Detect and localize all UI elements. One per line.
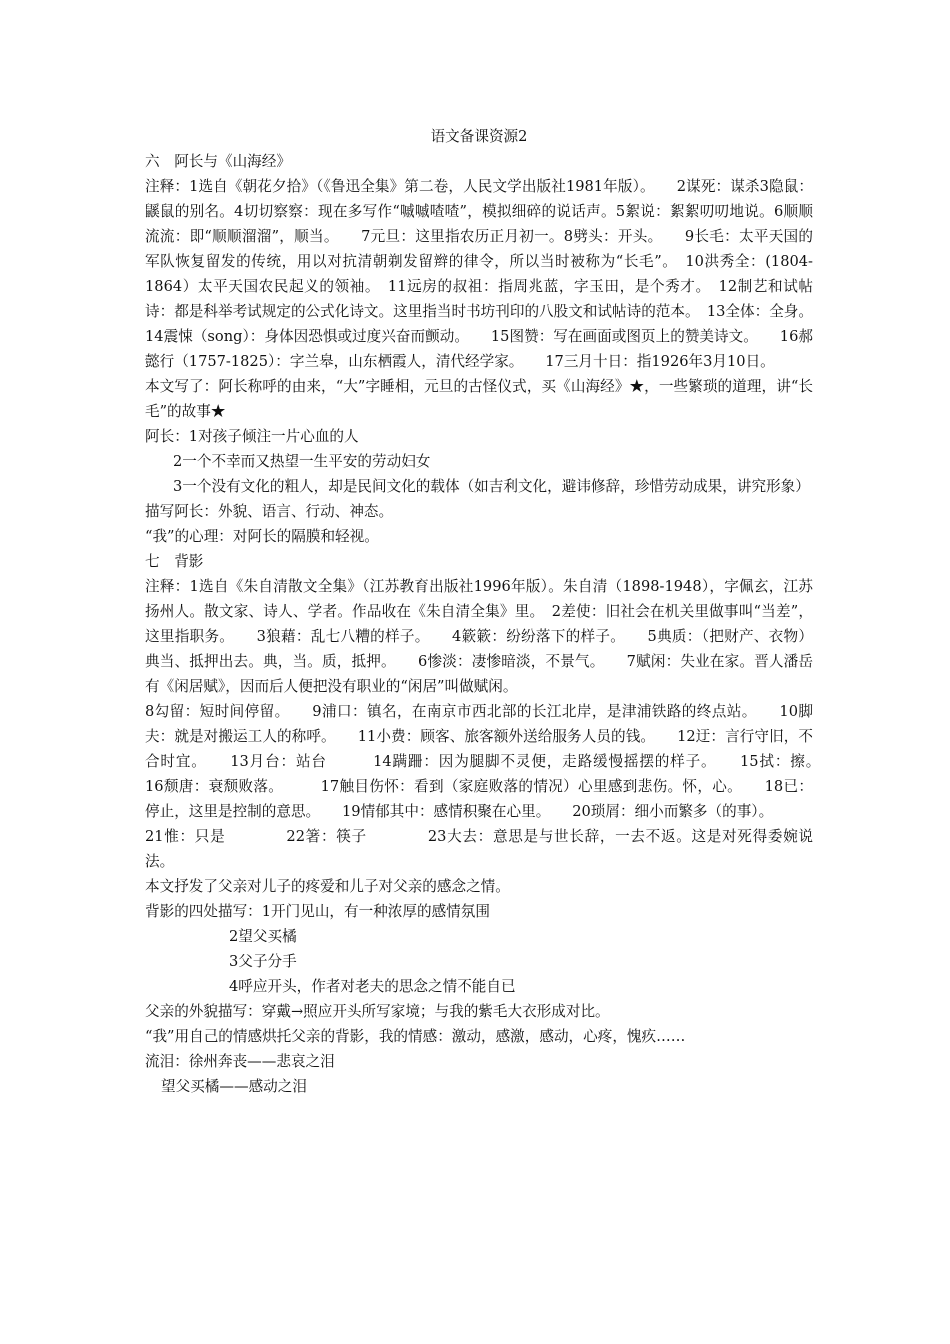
section-heading-6: 六 阿长与《山海经》: [145, 153, 291, 170]
character-point: 阿长：1对孩子倾注一片心血的人: [145, 428, 359, 445]
description-point: 背影的四处描写：1开门见山，有一种浓厚的感情氛围: [145, 903, 490, 920]
text-line: 父亲的外貌描写：穿戴→照应开头所写家境；与我的紫毛大衣形成对比。: [145, 1003, 610, 1020]
description-point: 3父子分手: [229, 953, 297, 970]
text-line: 描写阿长：外貌、语言、行动、神态。: [145, 503, 394, 520]
document-page: [145, 124, 857, 1099]
section-heading-7: 七 背影: [145, 553, 204, 570]
notes-paragraph: 8勾留：短时间停留。 9浦口：镇名，在南京市西北部的长江北岸，是津浦铁路的终点站。 10脚夫：就是对搬运工人的称呼。 11小费：顾客、旅客额外送给服务人员的钱。 12迂：言行守旧，不合时宜。 13月台：站台 14蹒跚：因为腿脚不灵便，走路缓慢摇摆的样子。 15拭：擦。 16颓唐：衰颓败落。 17触目伤怀：看到（家庭败落的情况）心里感到悲伤。怀，心。 18已：停止，这里是控制的意思。 19情郁其中：感情积聚在心里。 20琐屑：细小而繁多（的事）。: [145, 703, 857, 820]
text-line: “我”用自己的情感烘托父亲的背影，我的情感：激动，感激，感动，心疼，愧疚……: [145, 1028, 686, 1045]
notes-paragraph: 注释：1选自《朱自清散文全集》（江苏教育出版社1996年版）。朱自清（1898-1948），字佩玄，江苏扬州人。散文家、诗人、学者。作品收在《朱自清全集》里。 2差使：旧社会在机关里做事叫“当差”，这里指职务。 3狼藉：乱七八糟的样子。 4簌簌：纷纷落下的样子。 5典质：（把财产、衣物）典当、抵押出去。典，当。质，抵押。 6惨淡：凄惨暗淡，不景气。 7赋闲：失业在家。晋人潘岳有《闲居赋》，因而后人便把没有职业的“闲居”叫做赋闲。: [145, 578, 813, 695]
page-title: 语文备课资源2: [430, 128, 528, 145]
character-point: 2一个不幸而又热望一生平安的劳动妇女: [173, 453, 431, 470]
character-point: 3一个没有文化的粗人，却是民间文化的载体（如吉利文化，避讳修辞，珍惜劳动成果，讲究形象）: [173, 478, 810, 495]
notes-paragraph: 21惟：只是 22箸：筷子 23大去：意思是与世长辞，一去不返。这是对死得委婉说法。: [145, 828, 813, 870]
text-line: 望父买橘——感动之泪: [161, 1078, 307, 1095]
notes-paragraph: 注释：1选自《朝花夕拾》（《鲁迅全集》第二卷，人民文学出版社1981年版）。 2谋死：谋杀3隐鼠：鼷鼠的别名。4切切察察：现在多写作“嘁嘁喳喳”，模拟细碎的说话声。5絮说：絮絮叨叨地说。6顺顺流流：即“顺顺溜溜”，顺当。 7元旦：这里指农历正月初一。8劈头：开头。 9长毛：太平天国的军队恢复留发的传统，用以对抗清朝剃发留辫的律令，所以当时被称为“长毛”。 10洪秀全：(1804-1864）太平天国农民起义的领袖。 11远房的叔祖：指周兆蓝，字玉田，是个秀才。 12制艺和试帖诗：都是科举考试规定的公式化诗文。这里指当时书坊刊印的八股文和试帖诗的范本。 13全体：全身。14震悚（song）：身体因恐惧或过度兴奋而颤动。 15图赞：写在画面或图页上的赞美诗文。 16郝懿行（1757-1825）：字兰皋，山东栖霞人，清代经学家。 17三月十日：指1926年3月10日。: [145, 178, 813, 370]
text-line: “我”的心理：对阿长的隔膜和轻视。: [145, 528, 379, 545]
summary-paragraph: 本文写了：阿长称呼的由来，“大”字睡相，元旦的古怪仪式，买《山海经》★，一些繁琐的道理，讲“长毛”的故事★: [145, 378, 813, 420]
text-line: 本文抒发了父亲对儿子的疼爱和儿子对父亲的感念之情。: [145, 878, 510, 895]
description-point: 2望父买橘: [229, 928, 297, 945]
description-point: 4呼应开头，作者对老夫的思念之情不能自已: [229, 978, 516, 995]
text-line: 流泪：徐州奔丧——悲哀之泪: [145, 1053, 335, 1070]
